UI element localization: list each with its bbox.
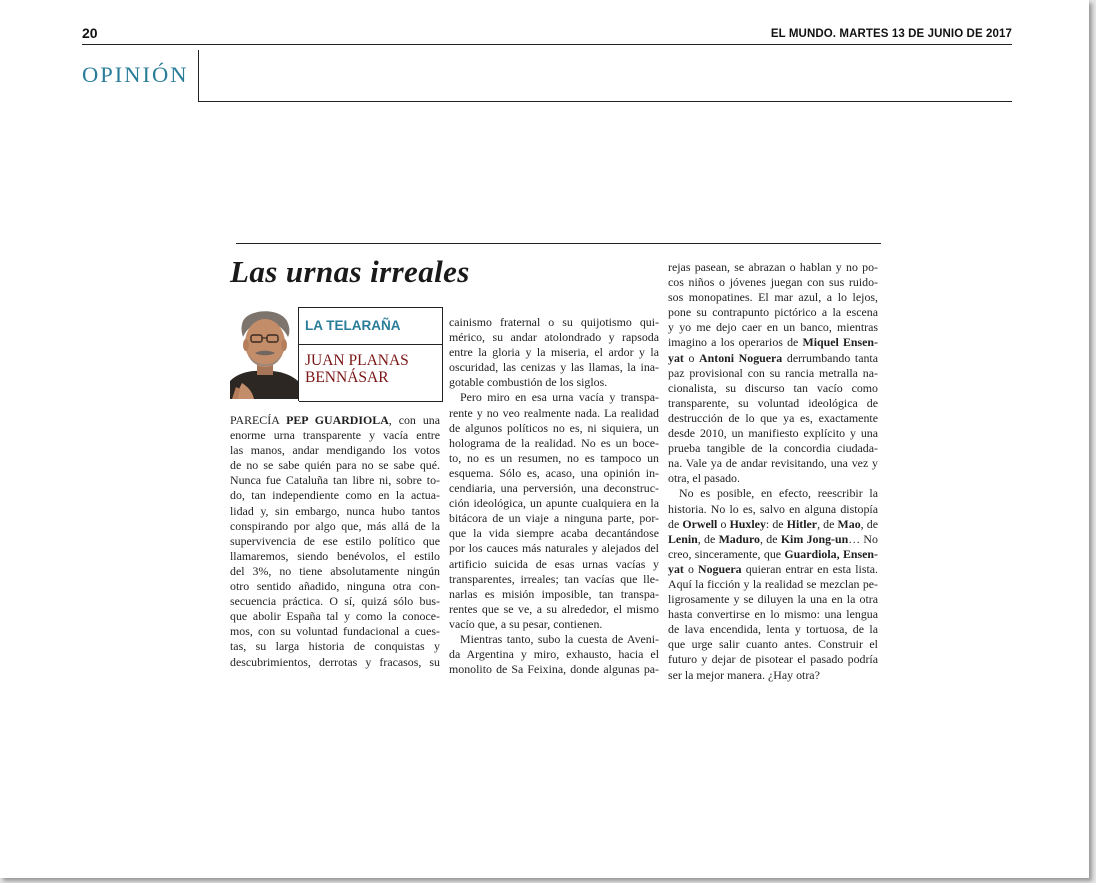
- line-text: ción ideológica, un apunte cualquiera en la: [449, 496, 659, 511]
- line-text: prueba tangible de la concordia ciudada-: [668, 441, 878, 456]
- line-text: narlas es misión imposible, tan transpa-: [449, 586, 659, 601]
- article-line: [449, 572, 659, 587]
- line-text: las manos, andar mendigando los votos: [230, 443, 440, 458]
- article-column-2: [449, 315, 659, 677]
- line-text: Nunca fue Cataluña tan libre ni, sobre to-: [230, 473, 440, 488]
- article-line: [449, 602, 659, 617]
- article-line: [449, 557, 659, 572]
- section-title: OPINIÓN: [82, 62, 189, 87]
- line-text: del 3%, no tiene absolutamente ningún: [230, 563, 440, 578]
- article-line: [449, 541, 659, 556]
- line-text: oscuridad, las cenizas y las llamas, la ina-: [449, 360, 659, 375]
- line-text: cainismo fraternal o su quijotismo qui-: [449, 315, 659, 329]
- bold-name-text: Orwell: [682, 516, 718, 531]
- article-line: [230, 534, 440, 549]
- line-text: sos monopatines. El mar azul, a lo lejos,: [668, 290, 878, 305]
- bold-name-text: Maduro: [718, 531, 760, 546]
- line-text: o: [717, 516, 730, 531]
- line-text: bitácora de un viaje a ninguna parte, por-: [449, 511, 659, 526]
- article-line: [230, 624, 440, 639]
- line-text: rente y no veo realmente nada. La realidad: [449, 405, 659, 420]
- line-text: na. Vale ya de andar revisitando, una vez y: [668, 456, 878, 471]
- line-text: transparente, su voluntad ideológica de: [668, 395, 878, 410]
- line-text: , de: [697, 531, 719, 546]
- author-name: [305, 352, 409, 386]
- section-bottom-rule: [198, 101, 1012, 102]
- line-text: transparentes, irreales; tan vacías que lle-: [449, 571, 659, 586]
- bold-name-text: Kim Jong-un: [780, 531, 849, 546]
- article-line: [668, 426, 878, 441]
- article-line: [668, 577, 878, 592]
- article-line: [449, 390, 659, 405]
- article-line: [668, 547, 878, 562]
- line-text: o: [683, 561, 699, 576]
- line-text: derrumbando tanta: [782, 350, 878, 365]
- line-text: : de: [765, 516, 787, 531]
- line-text: Mientras tanto, subo la cuesta de Aveni-: [460, 631, 659, 646]
- article-line: [230, 473, 440, 488]
- article-line: [668, 592, 878, 607]
- article-line: [230, 609, 440, 624]
- article-line: [230, 443, 440, 458]
- line-text: rejas pasean, se abrazan o hablan y no po-: [668, 260, 878, 274]
- line-text: lidad y, sin embargo, nunca hubo tantos: [230, 503, 440, 518]
- bold-name-text: yat: [668, 561, 684, 576]
- bold-name-text: Mao: [837, 516, 861, 531]
- line-text: hasta convertirse en lo mismo: una lengua: [668, 607, 878, 622]
- author-name-line-1: JUAN PLANAS: [305, 352, 409, 369]
- line-text: mos, con su voluntad fundacional a cues-: [230, 624, 440, 639]
- article-line: [668, 668, 878, 683]
- article-line: [230, 519, 440, 534]
- line-text: creo, sinceramente, que: [668, 546, 785, 561]
- line-text: … No: [848, 531, 878, 546]
- bold-name-text: PEP GUARDIOLA: [286, 413, 389, 427]
- article-line: [449, 436, 659, 451]
- article-line: [668, 351, 878, 366]
- article-line: [230, 413, 440, 428]
- article-line: [668, 622, 878, 637]
- bold-name-text: Noguera: [698, 561, 742, 576]
- section-divider: [198, 50, 199, 102]
- article-line: [668, 502, 878, 517]
- article-line: [668, 260, 878, 275]
- article-line: [230, 564, 440, 579]
- bold-name-text: Lenin: [668, 531, 698, 546]
- line-text: No es posible, en efecto, reescribir la: [679, 486, 878, 501]
- line-text: de: [668, 516, 683, 531]
- article-line: [449, 421, 659, 436]
- article-line: [668, 320, 878, 335]
- article-column-1: [230, 413, 440, 670]
- line-text: destrucción de lo que ya es, exactamente: [668, 410, 878, 425]
- article-line: [668, 290, 878, 305]
- line-text: descubrimientos, derrotas y fracasos, su: [230, 654, 440, 669]
- line-text: que la vida siempre acaba decantándose: [449, 526, 659, 541]
- bold-name-text: Miquel Ensen-: [802, 335, 878, 350]
- line-text: que abolir España tal y como la conoce-: [230, 609, 440, 624]
- article-column-3: [668, 260, 878, 683]
- line-text: esquema. Sólo es, acaso, una opinión in-: [449, 465, 659, 480]
- bold-name-text: Huxley: [729, 516, 766, 531]
- line-text: cendiaria, una perversión, una deconstruc-: [449, 481, 659, 496]
- article-line: [449, 315, 659, 330]
- line-text: artificio suicida de esas urnas vacías y: [449, 556, 659, 571]
- line-text: , de: [817, 516, 838, 531]
- column-name: LA TELARAÑA: [305, 318, 401, 333]
- line-text: gotable combustión de los siglos.: [449, 375, 608, 390]
- line-text: entre la gloria y la miseria, el ardor y la: [449, 345, 659, 360]
- article-line: [668, 607, 878, 622]
- line-text: que urge salir cuanto antes. Construir el: [668, 637, 878, 652]
- page-number: 20: [82, 25, 98, 41]
- line-text: y yo me dejo caer en un banco, mientras: [668, 320, 878, 335]
- line-text: , con una: [388, 413, 440, 427]
- line-text: de algunos políticos no es, ni siquiera, un: [449, 420, 659, 435]
- line-text: supervivencia de ese estilo político que: [230, 533, 440, 548]
- article-line: [668, 532, 878, 547]
- article-line: [449, 451, 659, 466]
- article-line: [449, 406, 659, 421]
- article-line: [668, 652, 878, 667]
- headline-rule: [236, 243, 881, 244]
- line-text: secuencia práctica. O sí, quizá sólo bus-: [230, 594, 440, 609]
- line-text: ser la mejor manera. ¿Hay otra?: [668, 667, 820, 682]
- article-line: [230, 504, 440, 519]
- article-line: [668, 456, 878, 471]
- line-text: llamaremos, siendo benévolos, el estilo: [230, 548, 440, 563]
- line-text: otro sentido añadido, ninguna otra con-: [230, 579, 440, 594]
- line-text: imagino a los operarios de: [668, 335, 803, 350]
- article-line: [668, 441, 878, 456]
- article-line: [230, 594, 440, 609]
- article-line: [230, 655, 440, 670]
- article-line: [449, 466, 659, 481]
- article-line: [449, 375, 659, 390]
- article-line: [449, 345, 659, 360]
- article-line: [230, 458, 440, 473]
- section-bar: [82, 44, 1012, 102]
- line-text: ligrosamente y se diluyen la una en la otra: [668, 592, 878, 607]
- byline: [230, 306, 442, 406]
- line-text: do, tan independiente como en la actua-: [230, 488, 440, 503]
- article-line: [449, 632, 659, 647]
- line-text: tas, su larga historia de conquistas y: [230, 639, 440, 654]
- article-line: [449, 526, 659, 541]
- line-text: o: [683, 350, 700, 365]
- line-text: vacío que, a su pesar, contienen.: [449, 616, 603, 631]
- article-line: [449, 360, 659, 375]
- bold-name-text: Hitler: [786, 516, 818, 531]
- article-line: [230, 488, 440, 503]
- article-line: [449, 511, 659, 526]
- line-text: quieran entrar en esta lista.: [741, 561, 878, 576]
- bold-name-text: yat: [668, 350, 684, 365]
- article-line: [230, 549, 440, 564]
- article-line: [230, 428, 440, 443]
- bold-name-text: Guardiola, Ensen-: [784, 546, 878, 561]
- line-text: holograma de la realidad. No es un boce-: [449, 435, 659, 450]
- article-line: [449, 617, 659, 632]
- line-text: enorme urna transparente y vacía entre: [230, 428, 440, 443]
- article-line: [449, 496, 659, 511]
- line-text: pone su contrapunto pictórico a la escena: [668, 305, 878, 320]
- line-text: Aquí la ficción y la realidad se mezclan pe-: [668, 576, 878, 591]
- line-text: historia. No lo es, salvo en alguna distopía: [668, 501, 878, 516]
- line-text: cos niños o jóvenes juegan con sus ruido-: [668, 275, 878, 290]
- line-text: por los cauces más naturales y alejados del: [449, 541, 659, 556]
- line-text: Pero miro en esa urna vacía y transpa-: [460, 390, 659, 405]
- article-line: [230, 639, 440, 654]
- article-line: [668, 517, 878, 532]
- article-line: [668, 396, 878, 411]
- article-line: [668, 471, 878, 486]
- article-line: [668, 366, 878, 381]
- line-text: , de: [759, 531, 781, 546]
- line-text: conspirando por algo que, más allá de la: [230, 518, 440, 533]
- article-line: [668, 562, 878, 577]
- author-photo: [230, 307, 298, 399]
- article-line: [668, 275, 878, 290]
- article-headline: Las urnas irreales: [230, 254, 470, 289]
- line-text: futuro y dejar de pisotear el pasado podría: [668, 652, 878, 667]
- article-line: [449, 647, 659, 662]
- author-name-line-2: BENNÁSAR: [305, 369, 389, 386]
- line-text: de no se sabe quién para no se sabe qué.: [230, 458, 440, 473]
- article-line: [668, 637, 878, 652]
- line-text: rentes que se ve, a su alrededor, el mismo: [449, 601, 659, 616]
- line-text: monolito de Sa Feixina, donde algunas pa-: [449, 662, 659, 677]
- line-text: da Argentina y miro, exhausto, hacia el: [449, 647, 659, 662]
- article-line: [449, 662, 659, 677]
- article-line: [668, 335, 878, 350]
- line-text: de lava encendida, lenta y tortuosa, de la: [668, 622, 878, 637]
- line-text: mérico, su andar atolondrado y rapsoda: [449, 330, 659, 345]
- line-text: cionalista, su discurso tan vacío como: [668, 380, 878, 395]
- line-text: desde 2010, un manifiesto explícito y una: [668, 426, 878, 441]
- article-line: [668, 486, 878, 501]
- article-line: [668, 411, 878, 426]
- article-line: [230, 579, 440, 594]
- line-text: to, no es un resumen, no es tampoco un: [449, 450, 659, 465]
- article-line: [449, 330, 659, 345]
- line-text: otra, el pasado.: [668, 471, 740, 486]
- article-line: [668, 305, 878, 320]
- masthead-date: EL MUNDO. MARTES 13 DE JUNIO DE 2017: [770, 28, 1012, 40]
- article-line: [449, 587, 659, 602]
- line-text: PARECÍA: [230, 413, 287, 427]
- byline-inner-rule: [299, 344, 442, 345]
- byline-box: [299, 307, 443, 402]
- article-line: [668, 381, 878, 396]
- line-text: paz provisional con su rancia metralla na-: [668, 365, 878, 380]
- article-line: [449, 481, 659, 496]
- line-text: , de: [860, 516, 878, 531]
- bold-name-text: Antoni Noguera: [699, 350, 783, 365]
